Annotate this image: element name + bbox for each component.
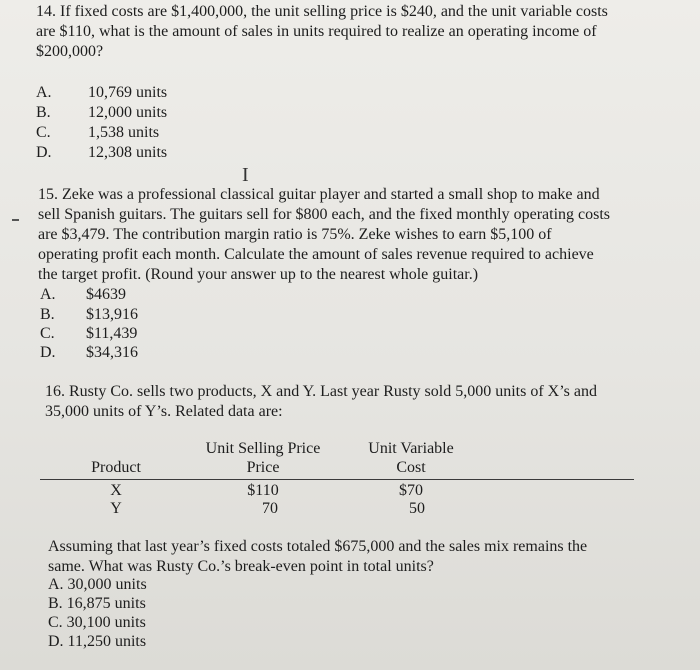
question-16-prompt — [48, 537, 587, 577]
cell-cost: $70 — [399, 482, 423, 499]
q15-option-d[interactable] — [40, 343, 138, 363]
q14-option-letter: D. — [36, 144, 52, 161]
q14-line: $200,000? — [36, 43, 104, 60]
header-unit-selling-price — [188, 439, 338, 477]
q16-option-c[interactable]: C. 30,100 units — [48, 614, 146, 631]
question-15-stem — [38, 185, 610, 285]
header-text: Cost — [396, 459, 426, 476]
q15-line: the target profit. (Round your answer up to the nearest whole guitar.) — [38, 266, 479, 283]
q14-option-letter: B. — [36, 104, 51, 121]
q15-option-c[interactable] — [40, 324, 138, 344]
q16-option-d[interactable]: D. 11,250 units — [48, 633, 147, 650]
q16-prompt-line: Assuming that last year’s fixed costs totaled $675,000 and the sales mix remains the — [48, 538, 588, 555]
q15-line: 15. Zeke was a professional classical guitar player and started a small shop to make and — [38, 186, 600, 203]
q15-option-text: $4639 — [86, 286, 126, 303]
q15-line: are $3,479. The contribution margin ratio is 75%. Zeke wishes to earn $5,100 of — [38, 226, 552, 243]
q14-option-text: 12,308 units — [88, 144, 168, 161]
q15-line: sell Spanish guitars. The guitars sell for $800 each, and the fixed monthly operating costs — [38, 206, 611, 223]
q14-option-text: 12,000 units — [88, 104, 168, 121]
margin-mark — [12, 219, 19, 221]
q15-option-a[interactable] — [40, 285, 126, 305]
q14-option-c[interactable] — [36, 123, 160, 143]
q15-option-text: $11,439 — [86, 325, 138, 342]
q14-option-b[interactable] — [36, 103, 168, 123]
header-unit-variable-cost — [356, 439, 466, 477]
table-header-rule — [40, 479, 634, 480]
cell-price: 70 — [262, 500, 278, 517]
q16-line: 16. Rusty Co. sells two products, X and Y. Last year Rusty sold 5,000 units of X’s and — [45, 383, 597, 400]
q15-option-b[interactable] — [40, 305, 138, 325]
q16-option-b[interactable]: B. 16,875 units — [48, 595, 146, 612]
header-text: Unit Selling Price — [205, 440, 321, 457]
text-cursor-icon: I — [242, 164, 249, 186]
q15-option-letter: A. — [40, 286, 56, 303]
q16-line: 35,000 units of Y’s. Related data are: — [45, 403, 283, 420]
q15-option-letter: D. — [40, 344, 56, 361]
header-text: Unit Variable — [368, 440, 454, 457]
q14-option-d[interactable] — [36, 143, 168, 163]
q14-option-letter: A. — [36, 84, 52, 101]
q14-option-a[interactable] — [36, 83, 168, 103]
question-14-stem — [36, 2, 608, 62]
cell-product: Y — [110, 500, 122, 517]
q15-option-letter: C. — [40, 325, 55, 342]
q15-option-text: $13,916 — [86, 306, 138, 323]
q14-line: 14. If fixed costs are $1,400,000, the unit selling price is $240, and the unit variable costs — [36, 3, 608, 20]
q14-line: are $110, what is the amount of sales in units required to realize an operating income of — [36, 23, 597, 40]
cell-price: $110 — [247, 482, 279, 499]
q16-option-a[interactable]: A. 30,000 units — [48, 576, 147, 593]
header-product: Product — [91, 459, 141, 476]
q14-option-text: 1,538 units — [88, 124, 160, 141]
header-text: Price — [246, 459, 280, 476]
q15-option-letter: B. — [40, 306, 55, 323]
q16-prompt-line: same. What was Rusty Co.’s break-even point in total units? — [48, 558, 434, 575]
q15-option-text: $34,316 — [86, 344, 138, 361]
q14-option-letter: C. — [36, 124, 51, 141]
cell-product: X — [110, 482, 122, 499]
question-16-stem — [45, 382, 597, 422]
q15-line: operating profit each month. Calculate the amount of sales revenue required to achieve — [38, 246, 594, 263]
q14-option-text: 10,769 units — [88, 84, 168, 101]
cell-cost: 50 — [409, 500, 425, 517]
